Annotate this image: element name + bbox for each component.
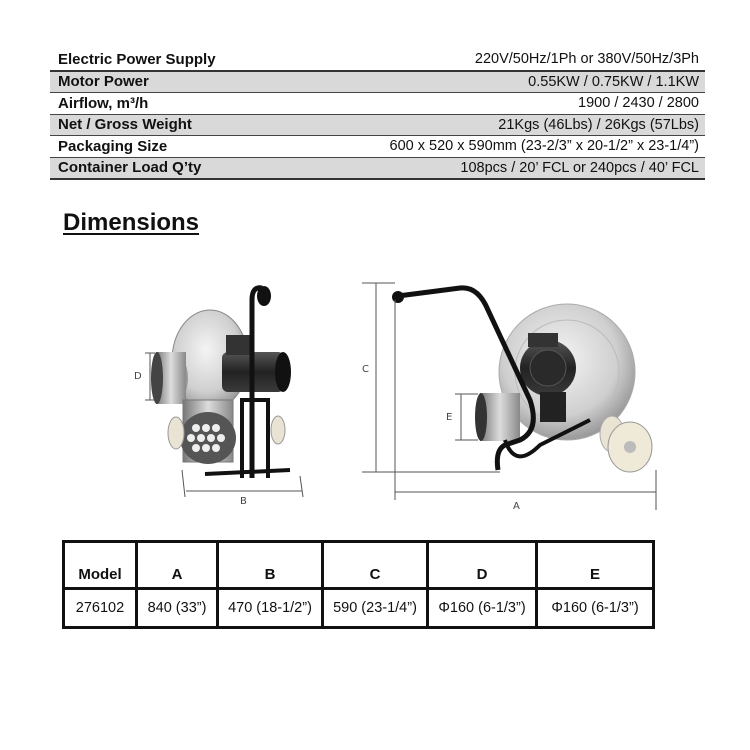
spec-row-motor-power [50, 71, 705, 93]
spec-value: 600 x 520 x 590mm (23-2/3” x 20-1/2” x 23-1/4”) [389, 138, 699, 155]
header-c: C [323, 542, 428, 589]
spec-value: 21Kgs (46Lbs) / 26Kgs (57Lbs) [498, 116, 699, 133]
cell-e: Φ160 (6-1/3”) [537, 589, 654, 628]
spec-label: Airflow, m³/h [58, 94, 149, 112]
table-row [64, 589, 654, 628]
dimensions-heading: Dimensions [63, 209, 200, 236]
header-d: D [428, 542, 537, 589]
model-table-header [64, 542, 654, 589]
cell-a: 840 (33”) [137, 589, 218, 628]
blower-front-view [362, 283, 656, 512]
model-dimensions-table [62, 540, 655, 629]
spec-value: 0.55KW / 0.75KW / 1.1KW [528, 73, 699, 90]
spec-row-packaging [50, 136, 705, 158]
dimension-label-a: A [513, 501, 520, 512]
cell-model: 276102 [64, 589, 137, 628]
spec-table [50, 49, 705, 180]
blower-side-view [134, 286, 303, 507]
dimension-drawings [0, 270, 750, 520]
spec-label: Motor Power [58, 73, 149, 91]
spec-value: 220V/50Hz/1Ph or 380V/50Hz/3Ph [474, 51, 699, 68]
header-b: B [218, 542, 323, 589]
dimension-label-e: E [446, 412, 453, 423]
spec-label: Container Load Q’ty [58, 159, 202, 177]
spec-label: Electric Power Supply [58, 50, 216, 68]
header-a: A [137, 542, 218, 589]
spec-row-weight [50, 114, 705, 136]
cell-d: Φ160 (6-1/3”) [428, 589, 537, 628]
spec-label: Packaging Size [58, 137, 168, 155]
header-model: Model [64, 542, 137, 589]
spec-value: 1900 / 2430 / 2800 [578, 95, 699, 112]
cell-b: 470 (18-1/2”) [218, 589, 323, 628]
header-e: E [537, 542, 654, 589]
dimension-label-d: D [134, 371, 142, 382]
spec-row-container-load [50, 157, 705, 179]
spec-value: 108pcs / 20’ FCL or 240pcs / 40’ FCL [460, 159, 699, 176]
dimension-label-b: B [240, 496, 247, 507]
cell-c: 590 (23-1/4”) [323, 589, 428, 628]
spec-row-power-supply [50, 49, 705, 71]
dimension-label-c: C [362, 364, 369, 375]
spec-row-airflow [50, 93, 705, 115]
spec-label: Net / Gross Weight [58, 116, 192, 134]
